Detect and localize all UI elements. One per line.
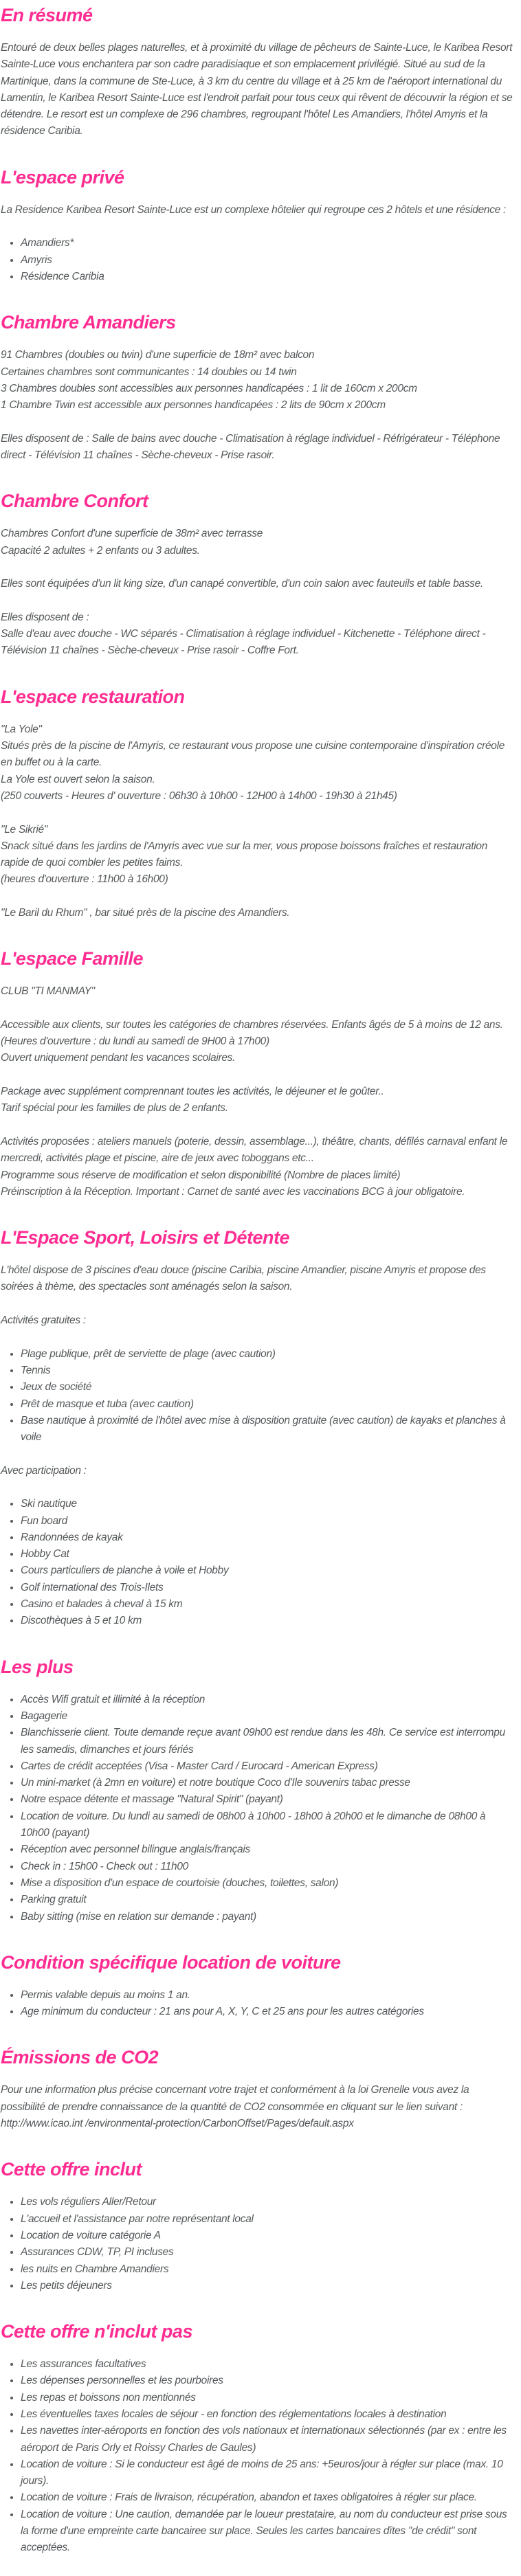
paragraph-line: Activités proposées : ateliers manuels (poterie, dessin, assemblage...), théâtre, chants, défilés carnaval enfant le mercredi, activités plage et piscine, aire de jeux avec toboggans etc...: [1, 1135, 508, 1165]
section-offre-inclut: [1, 2160, 516, 2294]
section-heading-espace-restauration: L'espace restauration: [1, 686, 185, 707]
list-item: • Un mini-market (à 2mn en voiture) et notre boutique Coco d'Ile souvenirs tabac presse: [21, 1775, 516, 1791]
list-item: • Age minimum du conducteur : 21 ans pour A, X, Y, C et 25 ans pour les autres catégories: [21, 2004, 516, 2020]
paragraph: [1, 40, 516, 140]
section-heading-condition-location-voiture: Condition spécifique location de voiture: [1, 1951, 341, 1973]
paragraph: [1, 1463, 516, 1479]
paragraph: [1, 721, 516, 805]
list-item: • Les navettes inter-aéroports en fonction des vols nationaux et internationaux sélectionnés (par ex : entre les aéroport de Paris Orly et Roissy Charles de Gaules): [21, 2423, 516, 2456]
section-chambre-amandiers: [1, 313, 516, 464]
paragraph: [1, 1017, 516, 1067]
list-item: • Les repas et boissons non mentionnés: [21, 2390, 516, 2406]
bullet-list: [1, 2194, 516, 2294]
paragraph: [1, 1134, 516, 1200]
list-item: • Check in : 15h00 - Check out : 11h00: [21, 1859, 516, 1875]
list-item: • Baby sitting (mise en relation sur demande : payant): [21, 1909, 516, 1925]
list-item: • Les petits déjeuners: [21, 2278, 516, 2294]
paragraph-line: Elles disposent de : Salle de bains avec douche - Climatisation à réglage individuel - Réfrigérateur - Téléphone direct - Télévision 11 chaînes - Sèche-cheveux - Prise rasoir.: [1, 432, 500, 462]
section-emissions-co2: [1, 2048, 516, 2132]
section-chambre-confort: [1, 491, 516, 659]
paragraph-line: Programme sous réserve de modification et selon disponibilité (Nombre de places limité): [1, 1169, 401, 1181]
paragraph-line: Package avec supplément comprennant toutes les activités, le déjeuner et le goûter..: [1, 1086, 384, 1098]
list-item: • Golf international des Trois-Ilets: [21, 1580, 516, 1596]
list-item: • Randonnées de kayak: [21, 1530, 516, 1546]
paragraph-line: "Le Baril du Rhum" , bar situé près de la piscine des Amandiers.: [1, 906, 290, 919]
section-les-plus: [1, 1657, 516, 1925]
section-espace-sport-loisirs-detente: [1, 1228, 516, 1630]
section-heading-en-resume: En résumé: [1, 5, 93, 25]
list-item: • Blanchisserie client. Toute demande reçue avant 09h00 est rendue dans les 48h. Ce service est interrompu les samedis, dimanches et jours fériés: [21, 1725, 516, 1758]
paragraph: [1, 905, 516, 921]
list-item: • Amandiers*: [21, 235, 516, 251]
bullet-list: [1, 1692, 516, 1925]
section-espace-restauration: [1, 687, 516, 922]
list-item: • Amyris: [21, 252, 516, 269]
list-item: • Hobby Cat: [21, 1546, 516, 1563]
list-item: • Cours particuliers de planche à voile et Hobby: [21, 1563, 516, 1579]
paragraph-line: Tarif spécial pour les familles de plus de 2 enfants.: [1, 1102, 228, 1115]
section-condition-location-voiture: [1, 1953, 516, 2021]
paragraph-line: Snack situé dans les jardins de l'Amyris avec vue sur la mer, vous propose boissons fraîches et restauration rapide de quoi combler les petites faims.: [1, 840, 488, 869]
bullet-list: [1, 1496, 516, 1629]
paragraph-line: Avec participation :: [1, 1464, 87, 1477]
bullet-list: [1, 2356, 516, 2557]
paragraph-line: L'hôtel dispose de 3 piscines d'eau douce (piscine Caribia, piscine Amandier, piscine Amyris et propose des soirées à thème, des spectacles sont aménagés selon la saison.: [1, 1264, 486, 1293]
list-item: • Les assurances facultatives: [21, 2356, 516, 2373]
paragraph-line: Activités gratuites :: [1, 1314, 86, 1327]
paragraph-line: Préinscription à la Réception. Important : Carnet de santé avec les vaccinations BCG à jour obligatoire.: [1, 1185, 465, 1198]
section-heading-chambre-confort: Chambre Confort: [1, 491, 148, 512]
list-item: • Accès Wifi gratuit et illimité à la réception: [21, 1692, 516, 1708]
paragraph-line: 1 Chambre Twin est accessible aux personnes handicapées : 2 lits de 90cm x 200cm: [1, 399, 386, 412]
list-item: • Location de voiture : Si le conducteur est âgé de moins de 25 ans: +5euros/jour à régler sur place (max. 10 jours).: [21, 2456, 516, 2490]
paragraph: [1, 1312, 516, 1329]
list-item: • Bagagerie: [21, 1708, 516, 1725]
paragraph-line: 3 Chambres doubles sont accessibles aux personnes handicapées : 1 lit de 160cm x 200cm: [1, 382, 417, 394]
list-item: • Prêt de masque et tuba (avec caution): [21, 1396, 516, 1413]
paragraph-line: La Residence Karibea Resort Sainte-Luce est un complexe hôtelier qui regroupe ces 2 hôtels et une résidence :: [1, 203, 507, 216]
paragraph-line: Elles disposent de :: [1, 611, 89, 623]
list-item: • Permis valable depuis au moins 1 an.: [21, 1987, 516, 2004]
list-item: • Fun board: [21, 1513, 516, 1530]
paragraph: [1, 1084, 516, 1117]
paragraph-line: Salle d'eau avec douche - WC séparés - Climatisation à réglage individuel - Kitchenette - Téléphone direct - Télévision 11 chaînes - Sèche-cheveux - Prise rasoir - Coffre Fort.: [1, 628, 486, 657]
list-item: • Ski nautique: [21, 1496, 516, 1512]
list-item: • Jeux de société: [21, 1379, 516, 1396]
paragraph: [1, 526, 516, 559]
list-item: • Assurances CDW, TP, PI incluses: [21, 2244, 516, 2261]
paragraph-line: (250 couverts - Heures d' ouverture : 06h30 à 10h00 - 12H00 à 14h00 - 19h30 à 21h45): [1, 789, 397, 802]
list-item: • les nuits en Chambre Amandiers: [21, 2261, 516, 2278]
section-en-resume: [1, 5, 516, 140]
list-item: • Location de voiture catégorie A: [21, 2228, 516, 2244]
section-heading-espace-sport-loisirs-detente: L'Espace Sport, Loisirs et Détente: [1, 1227, 290, 1248]
section-espace-famille: [1, 949, 516, 1200]
list-item: • Cartes de crédit acceptées (Visa - Master Card / Eurocard - American Express): [21, 1758, 516, 1775]
list-item: • Location de voiture : Une caution, demandée par le loueur prestataire, au nom du conducteur est prise sous la forme d'une empreinte carte bancairee sur place. Seules les cartes bancaires dîtes "de crédit" sont acceptées.: [21, 2507, 516, 2557]
paragraph: [1, 822, 516, 888]
list-item: • Tennis: [21, 1363, 516, 1379]
list-item: • Mise a disposition d'un espace de courtoisie (douches, toilettes, salon): [21, 1875, 516, 1892]
paragraph-line: (heures d'ouverture : 11h00 à 16h00): [1, 873, 168, 886]
paragraph-line: Accessible aux clients, sur toutes les catégories de chambres réservées. Enfants âgés de 5 à moins de 12 ans.: [1, 1018, 503, 1031]
paragraph-line: Chambres Confort d'une superficie de 38m² avec terrasse: [1, 528, 263, 540]
list-item: • Location de voiture. Du lundi au samedi de 08h00 à 10h00 - 18h00 à 20h00 et le dimanche de 08h00 à 10h00 (payant): [21, 1808, 516, 1842]
paragraph: [1, 609, 516, 660]
paragraph-line: La Yole est ouvert selon la saison.: [1, 773, 155, 785]
paragraph-line: Pour une information plus précise concernant votre trajet et conformément à la loi Grenelle vous avez la possibilité de prendre connaissance de la quantité de CO2 consommée en cliquant sur le lien suivant : http://www.icao.int /environmental-protection/CarbonOffset/Pages/default.aspx: [1, 2084, 469, 2130]
list-item: • Réception avec personnel bilingue anglais/français: [21, 1841, 516, 1858]
section-heading-offre-inclut: Cette offre inclut: [1, 2159, 142, 2180]
section-offre-n-inclut-pas: [1, 2322, 516, 2557]
section-heading-les-plus: Les plus: [1, 1656, 74, 1677]
paragraph-line: Certaines chambres sont communicantes : 14 doubles ou 14 twin: [1, 366, 297, 378]
paragraph-line: 91 Chambres (doubles ou twin) d'une superficie de 18m² avec balcon: [1, 349, 315, 361]
paragraph: [1, 202, 516, 219]
list-item: • Les vols réguliers Aller/Retour: [21, 2194, 516, 2210]
paragraph: [1, 2082, 516, 2132]
list-item: • Base nautique à proximité de l'hôtel avec mise à disposition gratuite (avec caution) de kayaks et planches à voile: [21, 1413, 516, 1446]
bullet-list: [1, 1346, 516, 1446]
list-item: • Plage publique, prêt de serviette de plage (avec caution): [21, 1346, 516, 1363]
paragraph: [1, 983, 516, 1000]
list-item: • Parking gratuit: [21, 1892, 516, 1908]
list-item: • Les éventuelles taxes locales de séjour - en fonction des réglementations locales à destination: [21, 2406, 516, 2423]
list-item: • Discothèques à 5 et 10 km: [21, 1613, 516, 1629]
section-espace-prive: [1, 168, 516, 285]
list-item: • Casino et balades à cheval à 15 km: [21, 1596, 516, 1613]
list-item: • L'accueil et l'assistance par notre représentant local: [21, 2211, 516, 2228]
paragraph: [1, 576, 516, 592]
paragraph-line: Entouré de deux belles plages naturelles, et à proximité du village de pêcheurs de Sainte-Luce, le Karibea Resort Sainte-Luce vous enchantera par son cadre paradisiaque et son emplacement privilégié. Situé au sud de la Martinique, dans la commune de Ste-Luce, à 3 km du centre du village et à 25 km de l'aéroport international du Lamentin, le Karibea Resort Sainte-Luce est l'endroit parfait pour tous ceux qui rêvent de découvrir la région et se détendre. Le resort est un complexe de 296 chambres, regroupant l'hôtel Les Amandiers, l'hôtel Amyris et la résidence Caribia.: [1, 42, 513, 137]
paragraph-line: CLUB "TI MANMAY": [1, 985, 95, 998]
paragraph-line: "La Yole": [1, 723, 42, 735]
list-item: • Résidence Caribia: [21, 269, 516, 285]
section-heading-chambre-amandiers: Chambre Amandiers: [1, 312, 176, 333]
list-item: • Location de voiture : Frais de livraison, récupération, abandon et taxes obligatoires à régler sur place.: [21, 2489, 516, 2506]
section-heading-emissions-co2: Émissions de CO2: [1, 2047, 159, 2068]
paragraph-line: Ouvert uniquement pendant les vacances scolaires.: [1, 1052, 236, 1064]
paragraph: [1, 347, 516, 414]
section-heading-espace-prive: L'espace privé: [1, 166, 124, 188]
paragraph-line: Situés près de la piscine de l'Amyris, ce restaurant vous propose une cuisine contemporaine d'inspiration créole en buffet ou à la carte.: [1, 740, 505, 769]
bullet-list: [1, 1987, 516, 2021]
paragraph-line: (Heures d'ouverture : du lundi au samedi de 9H00 à 17h00): [1, 1035, 269, 1048]
list-item: • Notre espace détente et massage "Natural Spirit" (payant): [21, 1791, 516, 1808]
list-item: • Les dépenses personnelles et les pourboires: [21, 2373, 516, 2389]
paragraph: [1, 1262, 516, 1296]
section-heading-espace-famille: L'espace Famille: [1, 948, 144, 970]
paragraph-line: Elles sont équipées d'un lit king size, d'un canapé convertible, d'un coin salon avec fauteuils et table basse.: [1, 578, 483, 590]
section-heading-offre-n-inclut-pas: Cette offre n'inclut pas: [1, 2321, 192, 2342]
bullet-list: [1, 235, 516, 285]
paragraph-line: Capacité 2 adultes + 2 enfants ou 3 adultes.: [1, 544, 200, 557]
paragraph-line: "Le Sikrié": [1, 823, 48, 836]
paragraph: [1, 431, 516, 464]
